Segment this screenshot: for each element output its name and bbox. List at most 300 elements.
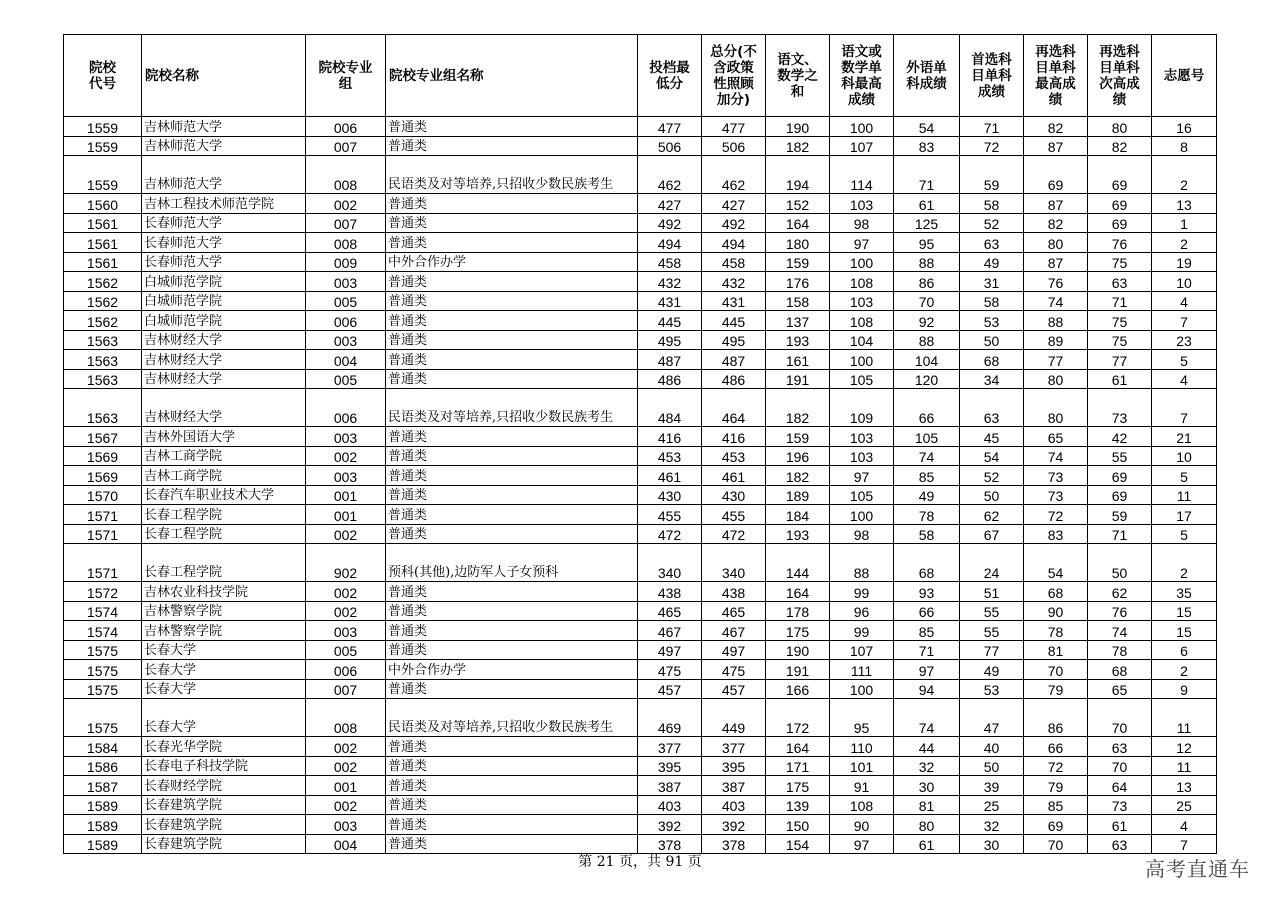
header-cell: 首选科 目单科 成绩: [960, 35, 1024, 117]
table-row: [64, 369, 1217, 389]
school-code-cell: 1561: [64, 213, 142, 233]
reselect-max-cell: 90: [1024, 601, 1088, 621]
reselect-max-cell: 68: [1024, 582, 1088, 602]
school-name-cell: 吉林财经大学: [142, 369, 306, 389]
chinese-or-math-max-cell: 91: [830, 776, 894, 796]
school-name-cell: 吉林工商学院: [142, 446, 306, 466]
group-code-cell: 902: [306, 544, 386, 582]
chinese-math-sum-cell: 154: [766, 834, 830, 854]
table-row: [64, 252, 1217, 272]
chinese-or-math-max-cell: 108: [830, 795, 894, 815]
total-score-cell: 378: [702, 834, 766, 854]
group-code-cell: 002: [306, 756, 386, 776]
reselect-second-cell: 73: [1088, 795, 1152, 815]
total-score-cell: 431: [702, 291, 766, 311]
total-score-cell: 475: [702, 660, 766, 680]
table-row: [64, 601, 1217, 621]
reselect-max-cell: 80: [1024, 233, 1088, 253]
school-code-cell: 1563: [64, 330, 142, 350]
reselect-second-cell: 68: [1088, 660, 1152, 680]
reselect-max-cell: 72: [1024, 756, 1088, 776]
total-score-cell: 465: [702, 601, 766, 621]
foreign-language-cell: 94: [894, 679, 960, 699]
preference-no-cell: 4: [1152, 369, 1217, 389]
preference-no-cell: 5: [1152, 350, 1217, 370]
school-code-cell: 1562: [64, 272, 142, 292]
group-code-cell: 003: [306, 466, 386, 486]
min-score-cell: 486: [638, 369, 702, 389]
total-score-cell: 506: [702, 136, 766, 156]
reselect-second-cell: 61: [1088, 815, 1152, 835]
min-score-cell: 438: [638, 582, 702, 602]
min-score-cell: 340: [638, 544, 702, 582]
total-score-cell: 377: [702, 737, 766, 757]
school-code-cell: 1562: [64, 291, 142, 311]
school-name-cell: 吉林财经大学: [142, 330, 306, 350]
group-name-cell: 民语类及对等培养,只招收少数民族考生: [386, 389, 638, 427]
preference-no-cell: 21: [1152, 427, 1217, 447]
school-name-cell: 吉林师范大学: [142, 156, 306, 194]
chinese-or-math-max-cell: 103: [830, 194, 894, 214]
preference-no-cell: 7: [1152, 311, 1217, 331]
foreign-language-cell: 32: [894, 756, 960, 776]
min-score-cell: 432: [638, 272, 702, 292]
school-name-cell: 白城师范学院: [142, 311, 306, 331]
group-code-cell: 006: [306, 117, 386, 137]
school-code-cell: 1589: [64, 834, 142, 854]
school-name-cell: 吉林财经大学: [142, 389, 306, 427]
preference-no-cell: 15: [1152, 601, 1217, 621]
min-score-cell: 467: [638, 621, 702, 641]
chinese-math-sum-cell: 161: [766, 350, 830, 370]
table-row: [64, 505, 1217, 525]
reselect-second-cell: 63: [1088, 737, 1152, 757]
foreign-language-cell: 125: [894, 213, 960, 233]
preference-no-cell: 2: [1152, 544, 1217, 582]
min-score-cell: 495: [638, 330, 702, 350]
table-row: [64, 389, 1217, 427]
first-choice-subject-cell: 59: [960, 156, 1024, 194]
first-choice-subject-cell: 49: [960, 660, 1024, 680]
group-code-cell: 005: [306, 291, 386, 311]
foreign-language-cell: 61: [894, 834, 960, 854]
total-score-cell: 430: [702, 485, 766, 505]
reselect-second-cell: 64: [1088, 776, 1152, 796]
group-code-cell: 008: [306, 156, 386, 194]
school-name-cell: 长春工程学院: [142, 524, 306, 544]
school-name-cell: 长春大学: [142, 640, 306, 660]
chinese-or-math-max-cell: 108: [830, 311, 894, 331]
group-name-cell: 普通类: [386, 601, 638, 621]
table-row: [64, 272, 1217, 292]
reselect-max-cell: 74: [1024, 291, 1088, 311]
admission-score-table: [63, 34, 1217, 854]
first-choice-subject-cell: 55: [960, 621, 1024, 641]
school-code-cell: 1575: [64, 679, 142, 699]
group-code-cell: 002: [306, 524, 386, 544]
reselect-second-cell: 69: [1088, 485, 1152, 505]
header-cell: 语文、 数学之 和: [766, 35, 830, 117]
group-code-cell: 008: [306, 233, 386, 253]
min-score-cell: 395: [638, 756, 702, 776]
chinese-or-math-max-cell: 97: [830, 233, 894, 253]
group-name-cell: 普通类: [386, 582, 638, 602]
reselect-max-cell: 86: [1024, 699, 1088, 737]
first-choice-subject-cell: 40: [960, 737, 1024, 757]
group-name-cell: 普通类: [386, 815, 638, 835]
foreign-language-cell: 66: [894, 389, 960, 427]
group-name-cell: 普通类: [386, 330, 638, 350]
chinese-math-sum-cell: 191: [766, 660, 830, 680]
first-choice-subject-cell: 63: [960, 233, 1024, 253]
chinese-math-sum-cell: 182: [766, 136, 830, 156]
chinese-math-sum-cell: 164: [766, 582, 830, 602]
foreign-language-cell: 78: [894, 505, 960, 525]
reselect-second-cell: 75: [1088, 330, 1152, 350]
preference-no-cell: 25: [1152, 795, 1217, 815]
chinese-or-math-max-cell: 101: [830, 756, 894, 776]
table-row: [64, 524, 1217, 544]
total-score-cell: 432: [702, 272, 766, 292]
reselect-max-cell: 79: [1024, 776, 1088, 796]
group-code-cell: 005: [306, 369, 386, 389]
group-name-cell: 普通类: [386, 272, 638, 292]
table-row: [64, 485, 1217, 505]
school-name-cell: 吉林工商学院: [142, 466, 306, 486]
table-row: [64, 660, 1217, 680]
preference-no-cell: 13: [1152, 776, 1217, 796]
header-cell: 院校 代号: [64, 35, 142, 117]
group-code-cell: 007: [306, 136, 386, 156]
first-choice-subject-cell: 67: [960, 524, 1024, 544]
group-name-cell: 普通类: [386, 233, 638, 253]
first-choice-subject-cell: 24: [960, 544, 1024, 582]
min-score-cell: 472: [638, 524, 702, 544]
table-row: [64, 679, 1217, 699]
total-score-cell: 427: [702, 194, 766, 214]
reselect-max-cell: 69: [1024, 815, 1088, 835]
reselect-max-cell: 88: [1024, 311, 1088, 331]
chinese-or-math-max-cell: 96: [830, 601, 894, 621]
school-name-cell: 吉林师范大学: [142, 136, 306, 156]
table-row: [64, 621, 1217, 641]
group-name-cell: 普通类: [386, 427, 638, 447]
group-name-cell: 普通类: [386, 505, 638, 525]
total-score-cell: 403: [702, 795, 766, 815]
first-choice-subject-cell: 47: [960, 699, 1024, 737]
preference-no-cell: 15: [1152, 621, 1217, 641]
chinese-math-sum-cell: 139: [766, 795, 830, 815]
reselect-max-cell: 72: [1024, 505, 1088, 525]
total-score-cell: 457: [702, 679, 766, 699]
group-name-cell: 普通类: [386, 117, 638, 137]
preference-no-cell: 2: [1152, 156, 1217, 194]
first-choice-subject-cell: 50: [960, 756, 1024, 776]
table-row: [64, 544, 1217, 582]
table-row: [64, 582, 1217, 602]
chinese-or-math-max-cell: 107: [830, 136, 894, 156]
reselect-max-cell: 65: [1024, 427, 1088, 447]
reselect-second-cell: 76: [1088, 233, 1152, 253]
group-name-cell: 普通类: [386, 776, 638, 796]
min-score-cell: 416: [638, 427, 702, 447]
school-name-cell: 长春电子科技学院: [142, 756, 306, 776]
foreign-language-cell: 74: [894, 446, 960, 466]
chinese-math-sum-cell: 196: [766, 446, 830, 466]
min-score-cell: 458: [638, 252, 702, 272]
reselect-max-cell: 87: [1024, 136, 1088, 156]
chinese-math-sum-cell: 182: [766, 466, 830, 486]
total-score-cell: 494: [702, 233, 766, 253]
table-row: [64, 737, 1217, 757]
table-row: [64, 815, 1217, 835]
school-name-cell: 白城师范学院: [142, 291, 306, 311]
chinese-or-math-max-cell: 111: [830, 660, 894, 680]
chinese-or-math-max-cell: 100: [830, 350, 894, 370]
school-code-cell: 1572: [64, 582, 142, 602]
school-code-cell: 1562: [64, 311, 142, 331]
first-choice-subject-cell: 51: [960, 582, 1024, 602]
chinese-math-sum-cell: 171: [766, 756, 830, 776]
min-score-cell: 462: [638, 156, 702, 194]
chinese-math-sum-cell: 190: [766, 117, 830, 137]
reselect-second-cell: 69: [1088, 466, 1152, 486]
preference-no-cell: 19: [1152, 252, 1217, 272]
group-code-cell: 002: [306, 795, 386, 815]
chinese-or-math-max-cell: 107: [830, 640, 894, 660]
group-name-cell: 普通类: [386, 756, 638, 776]
header-cell: 院校专业组名称: [386, 35, 638, 117]
watermark-text: 高考直通车: [1145, 857, 1250, 881]
total-score-cell: 395: [702, 756, 766, 776]
group-name-cell: 普通类: [386, 737, 638, 757]
chinese-math-sum-cell: 175: [766, 621, 830, 641]
group-name-cell: 普通类: [386, 621, 638, 641]
school-code-cell: 1569: [64, 466, 142, 486]
header-cell: 总分(不 含政策 性照顾 加分): [702, 35, 766, 117]
total-score-cell: 445: [702, 311, 766, 331]
min-score-cell: 494: [638, 233, 702, 253]
school-code-cell: 1559: [64, 117, 142, 137]
table-row: [64, 699, 1217, 737]
chinese-or-math-max-cell: 97: [830, 466, 894, 486]
foreign-language-cell: 66: [894, 601, 960, 621]
group-name-cell: 预科(其他),边防军人子女预科: [386, 544, 638, 582]
group-name-cell: 普通类: [386, 640, 638, 660]
preference-no-cell: 10: [1152, 446, 1217, 466]
header-cell: 投档最 低分: [638, 35, 702, 117]
chinese-math-sum-cell: 191: [766, 369, 830, 389]
group-name-cell: 普通类: [386, 136, 638, 156]
foreign-language-cell: 71: [894, 640, 960, 660]
foreign-language-cell: 74: [894, 699, 960, 737]
group-code-cell: 002: [306, 194, 386, 214]
school-name-cell: 白城师范学院: [142, 272, 306, 292]
group-code-cell: 003: [306, 427, 386, 447]
foreign-language-cell: 92: [894, 311, 960, 331]
reselect-second-cell: 71: [1088, 524, 1152, 544]
group-code-cell: 003: [306, 815, 386, 835]
min-score-cell: 427: [638, 194, 702, 214]
reselect-second-cell: 61: [1088, 369, 1152, 389]
school-code-cell: 1584: [64, 737, 142, 757]
reselect-second-cell: 70: [1088, 699, 1152, 737]
group-code-cell: 003: [306, 621, 386, 641]
group-name-cell: 普通类: [386, 291, 638, 311]
reselect-second-cell: 62: [1088, 582, 1152, 602]
header-cell: 院校名称: [142, 35, 306, 117]
group-name-cell: 民语类及对等培养,只招收少数民族考生: [386, 699, 638, 737]
chinese-math-sum-cell: 164: [766, 213, 830, 233]
min-score-cell: 457: [638, 679, 702, 699]
table-row: [64, 311, 1217, 331]
header-cell: 院校专业 组: [306, 35, 386, 117]
group-name-cell: 民语类及对等培养,只招收少数民族考生: [386, 156, 638, 194]
reselect-max-cell: 70: [1024, 834, 1088, 854]
chinese-or-math-max-cell: 114: [830, 156, 894, 194]
school-code-cell: 1569: [64, 446, 142, 466]
reselect-max-cell: 73: [1024, 485, 1088, 505]
school-code-cell: 1563: [64, 389, 142, 427]
reselect-max-cell: 87: [1024, 252, 1088, 272]
reselect-second-cell: 70: [1088, 756, 1152, 776]
foreign-language-cell: 30: [894, 776, 960, 796]
school-code-cell: 1587: [64, 776, 142, 796]
min-score-cell: 392: [638, 815, 702, 835]
foreign-language-cell: 85: [894, 466, 960, 486]
min-score-cell: 387: [638, 776, 702, 796]
total-score-cell: 387: [702, 776, 766, 796]
school-code-cell: 1589: [64, 815, 142, 835]
preference-no-cell: 2: [1152, 233, 1217, 253]
chinese-math-sum-cell: 180: [766, 233, 830, 253]
first-choice-subject-cell: 52: [960, 213, 1024, 233]
table-row: [64, 427, 1217, 447]
foreign-language-cell: 71: [894, 156, 960, 194]
first-choice-subject-cell: 58: [960, 194, 1024, 214]
total-score-cell: 486: [702, 369, 766, 389]
chinese-or-math-max-cell: 105: [830, 485, 894, 505]
preference-no-cell: 1: [1152, 213, 1217, 233]
first-choice-subject-cell: 53: [960, 311, 1024, 331]
min-score-cell: 430: [638, 485, 702, 505]
foreign-language-cell: 44: [894, 737, 960, 757]
reselect-second-cell: 73: [1088, 389, 1152, 427]
preference-no-cell: 6: [1152, 640, 1217, 660]
group-name-cell: 普通类: [386, 485, 638, 505]
school-name-cell: 吉林警察学院: [142, 601, 306, 621]
reselect-max-cell: 54: [1024, 544, 1088, 582]
first-choice-subject-cell: 45: [960, 427, 1024, 447]
school-name-cell: 长春建筑学院: [142, 834, 306, 854]
school-code-cell: 1589: [64, 795, 142, 815]
foreign-language-cell: 54: [894, 117, 960, 137]
header-cell: 再选科 目单科 次高成 绩: [1088, 35, 1152, 117]
group-name-cell: 普通类: [386, 679, 638, 699]
school-code-cell: 1559: [64, 156, 142, 194]
total-score-cell: 464: [702, 389, 766, 427]
group-code-cell: 003: [306, 272, 386, 292]
total-score-cell: 472: [702, 524, 766, 544]
preference-no-cell: 17: [1152, 505, 1217, 525]
school-code-cell: 1574: [64, 601, 142, 621]
table-row: [64, 233, 1217, 253]
reselect-max-cell: 70: [1024, 660, 1088, 680]
school-name-cell: 长春建筑学院: [142, 795, 306, 815]
chinese-or-math-max-cell: 95: [830, 699, 894, 737]
first-choice-subject-cell: 53: [960, 679, 1024, 699]
school-code-cell: 1571: [64, 524, 142, 544]
header-cell: 志愿号: [1152, 35, 1217, 117]
first-choice-subject-cell: 50: [960, 330, 1024, 350]
table-row: [64, 795, 1217, 815]
reselect-second-cell: 63: [1088, 834, 1152, 854]
foreign-language-cell: 83: [894, 136, 960, 156]
school-name-cell: 长春工程学院: [142, 544, 306, 582]
min-score-cell: 445: [638, 311, 702, 331]
preference-no-cell: 16: [1152, 117, 1217, 137]
reselect-max-cell: 80: [1024, 369, 1088, 389]
school-name-cell: 吉林工程技术师范学院: [142, 194, 306, 214]
header-cell: 外语单 科成绩: [894, 35, 960, 117]
total-score-cell: 462: [702, 156, 766, 194]
school-code-cell: 1575: [64, 640, 142, 660]
table-row: [64, 756, 1217, 776]
min-score-cell: 484: [638, 389, 702, 427]
reselect-second-cell: 69: [1088, 156, 1152, 194]
chinese-or-math-max-cell: 90: [830, 815, 894, 835]
group-code-cell: 004: [306, 834, 386, 854]
reselect-second-cell: 76: [1088, 601, 1152, 621]
total-score-cell: 461: [702, 466, 766, 486]
school-name-cell: 长春财经学院: [142, 776, 306, 796]
preference-no-cell: 7: [1152, 389, 1217, 427]
group-name-cell: 普通类: [386, 446, 638, 466]
chinese-math-sum-cell: 144: [766, 544, 830, 582]
table-row: [64, 117, 1217, 137]
table-body: [64, 117, 1217, 854]
foreign-language-cell: 49: [894, 485, 960, 505]
foreign-language-cell: 80: [894, 815, 960, 835]
chinese-or-math-max-cell: 98: [830, 524, 894, 544]
group-code-cell: 006: [306, 660, 386, 680]
chinese-or-math-max-cell: 103: [830, 427, 894, 447]
total-score-cell: 467: [702, 621, 766, 641]
reselect-second-cell: 75: [1088, 311, 1152, 331]
first-choice-subject-cell: 30: [960, 834, 1024, 854]
total-score-cell: 453: [702, 446, 766, 466]
group-code-cell: 001: [306, 505, 386, 525]
chinese-math-sum-cell: 175: [766, 776, 830, 796]
foreign-language-cell: 88: [894, 330, 960, 350]
reselect-second-cell: 63: [1088, 272, 1152, 292]
first-choice-subject-cell: 58: [960, 291, 1024, 311]
reselect-second-cell: 59: [1088, 505, 1152, 525]
table-row: [64, 330, 1217, 350]
group-code-cell: 006: [306, 389, 386, 427]
foreign-language-cell: 68: [894, 544, 960, 582]
total-score-cell: 497: [702, 640, 766, 660]
chinese-or-math-max-cell: 105: [830, 369, 894, 389]
chinese-or-math-max-cell: 99: [830, 582, 894, 602]
foreign-language-cell: 85: [894, 621, 960, 641]
reselect-max-cell: 81: [1024, 640, 1088, 660]
reselect-max-cell: 79: [1024, 679, 1088, 699]
total-score-cell: 458: [702, 252, 766, 272]
reselect-second-cell: 75: [1088, 252, 1152, 272]
school-name-cell: 吉林警察学院: [142, 621, 306, 641]
reselect-second-cell: 65: [1088, 679, 1152, 699]
